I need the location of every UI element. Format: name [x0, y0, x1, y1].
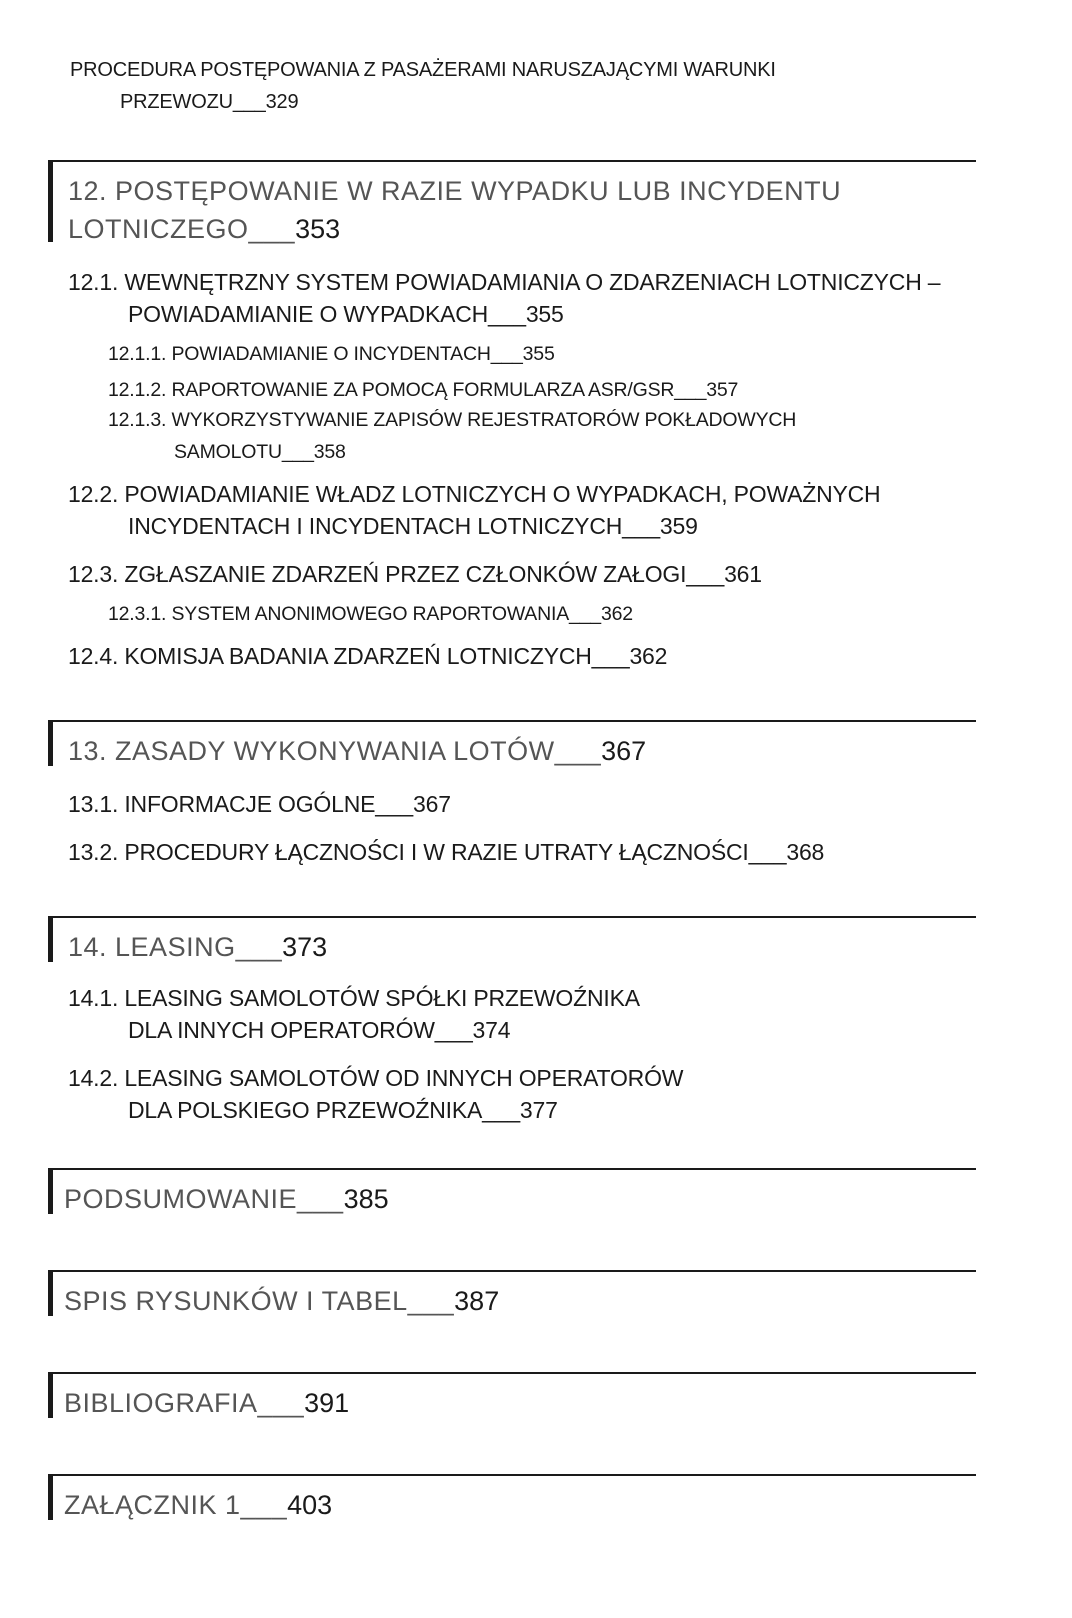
toc-entry-line: DLA POLSKIEGO PRZEWOŹNIKA___377: [128, 1097, 558, 1123]
toc-entry-12-1-1: [108, 338, 555, 370]
chapter-title-line2: LOTNICZEGO___: [68, 214, 296, 244]
chapter-bar: [48, 916, 53, 962]
chapter-bar: [48, 1372, 53, 1418]
chapter-figures-heading: [48, 1270, 976, 1320]
chapter-rule: [52, 1372, 976, 1374]
toc-entry-line: 12.1.1. POWIADAMIANIE O INCYDENTACH___355: [108, 343, 555, 365]
chapter-title-line1: SPIS RYSUNKÓW I TABEL___: [64, 1286, 455, 1316]
chapter-title-line1: BIBLIOGRAFIA___: [64, 1388, 305, 1418]
chapter-title-line1: 13. ZASADY WYKONYWANIA LOTÓW___: [68, 736, 602, 766]
chapter-title-line1: PODSUMOWANIE___: [64, 1184, 344, 1214]
chapter-title-line1: 14. LEASING___: [68, 932, 283, 962]
toc-entry-line: 12.1. WEWNĘTRZNY SYSTEM POWIADAMIANIA O ZDARZENIACH LOTNICZYCH –: [68, 269, 941, 295]
chapter-page-number: 373: [282, 932, 328, 962]
toc-entry-line: INCYDENTACH I INCYDENTACH LOTNICZYCH___359: [128, 513, 698, 539]
chapter-page-number: 367: [601, 736, 647, 766]
chapter-page-number: 391: [304, 1388, 350, 1418]
toc-entry-11-8: [70, 54, 776, 118]
chapter-appendix-heading: [48, 1474, 976, 1524]
chapter-title: [68, 172, 841, 248]
chapter-rule: [52, 916, 976, 918]
toc-entry-line: 12.1.2. RAPORTOWANIE ZA POMOCĄ FORMULARZA ASR/GSR___357: [108, 379, 739, 401]
toc-entry-12-1-3: [108, 404, 796, 468]
chapter-bar: [48, 160, 53, 242]
toc-entry-12-3-1: [108, 598, 633, 630]
toc-entry-line: PRZEWOZU___329: [120, 91, 299, 113]
chapter-rule: [52, 1270, 976, 1272]
chapter-summary-heading: [48, 1168, 976, 1218]
chapter-title-line1: ZAŁĄCZNIK 1___: [64, 1490, 288, 1520]
chapter-title: [68, 928, 327, 966]
chapter-bar: [48, 1168, 53, 1214]
toc-entry-line: PROCEDURA POSTĘPOWANIA Z PASAŻERAMI NARUSZAJĄCYMI WARUNKI: [70, 59, 776, 81]
toc-entry-12-1: [68, 266, 940, 330]
chapter-page-number: 387: [454, 1286, 500, 1316]
toc-entry-12-3: [68, 558, 762, 590]
toc-entry-line: 13.1. INFORMACJE OGÓLNE___367: [68, 791, 451, 817]
chapter-page-number: 353: [295, 214, 341, 244]
chapter-bar: [48, 1474, 53, 1520]
chapter-rule: [52, 160, 976, 162]
chapter-rule: [52, 1474, 976, 1476]
chapter-page-number: 403: [287, 1490, 333, 1520]
toc-entry-line: 12.3.1. SYSTEM ANONIMOWEGO RAPORTOWANIA___362: [108, 603, 633, 625]
chapter-title: [64, 1282, 499, 1320]
chapter-bar: [48, 720, 53, 766]
chapter-title-line1: 12. POSTĘPOWANIE W RAZIE WYPADKU LUB INCYDENTU: [68, 176, 842, 206]
toc-entry-12-4: [68, 640, 667, 672]
chapter-14-heading: [48, 916, 976, 966]
toc-entry-line: 14.1. LEASING SAMOLOTÓW SPÓŁKI PRZEWOŹNIKA: [68, 985, 640, 1011]
chapter-rule: [52, 720, 976, 722]
chapter-title: [64, 1486, 332, 1524]
toc-entry-12-1-2: [108, 374, 738, 406]
toc-entry-13-1: [68, 788, 451, 820]
toc-entry-line: 14.2. LEASING SAMOLOTÓW OD INNYCH OPERATORÓW: [68, 1065, 684, 1091]
toc-entry-line: SAMOLOTU___358: [174, 441, 346, 463]
chapter-13-heading: [48, 720, 976, 770]
chapter-title: [64, 1384, 349, 1422]
chapter-bar: [48, 1270, 53, 1316]
toc-entry-14-1: [68, 982, 640, 1046]
chapter-title: [64, 1180, 389, 1218]
toc-entry-12-2: [68, 478, 880, 542]
chapter-rule: [52, 1168, 976, 1170]
toc-entry-line: 13.2. PROCEDURY ŁĄCZNOŚCI I W RAZIE UTRATY ŁĄCZNOŚCI___368: [68, 839, 825, 865]
toc-entry-line: 12.4. KOMISJA BADANIA ZDARZEŃ LOTNICZYCH___362: [68, 643, 668, 669]
toc-entry-line: 12.3. ZGŁASZANIE ZDARZEŃ PRZEZ CZŁONKÓW ZAŁOGI___361: [68, 561, 762, 587]
chapter-title: [68, 732, 646, 770]
toc-entry-14-2: [68, 1062, 683, 1126]
chapter-12-heading: [48, 160, 976, 250]
toc-entry-line: POWIADAMIANIE O WYPADKACH___355: [128, 301, 564, 327]
chapter-bibliography-heading: [48, 1372, 976, 1422]
toc-entry-13-2: [68, 836, 824, 868]
toc-entry-line: 12.2. POWIADAMIANIE WŁADZ LOTNICZYCH O WYPADKACH, POWAŻNYCH: [68, 481, 881, 507]
toc-entry-line: 12.1.3. WYKORZYSTYWANIE ZAPISÓW REJESTRATORÓW POKŁADOWYCH: [108, 409, 797, 431]
toc-entry-line: DLA INNYCH OPERATORÓW___374: [128, 1017, 511, 1043]
chapter-page-number: 385: [343, 1184, 389, 1214]
